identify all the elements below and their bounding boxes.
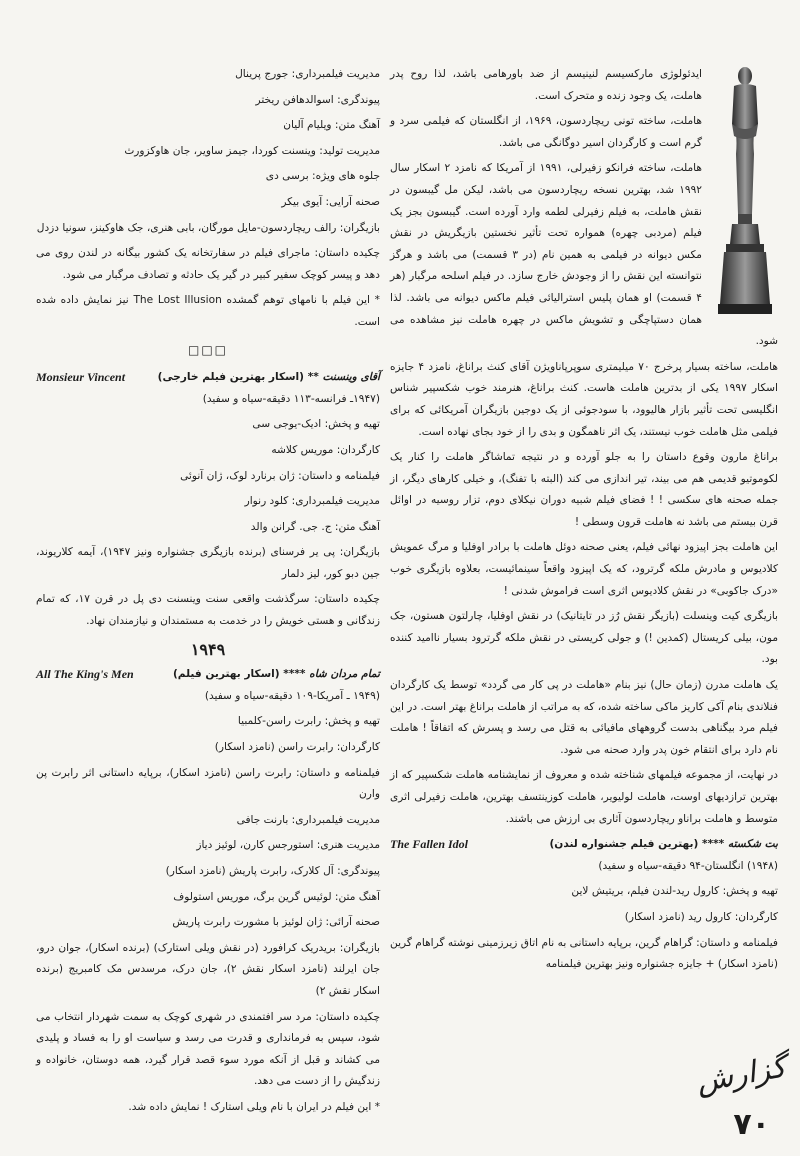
credit-line: فیلمنامه و داستان: ژان برنارد لوک، ژان آنوئی [180,469,380,482]
credit-line: فیلمنامه و داستان: رابرت راسن (نامزد اسکار)، برپایه داستانی اثر رابرت پن وارن [36,766,380,801]
credit-line: بازیگران: رالف ریچاردسون-مایل مورگان، بابی هنری، جک هاوکینز، سونیا دزدل [36,221,380,234]
paragraph: هاملت، ساخته بسیار پرخرج ۷۰ میلیمتری سوپرپاناویژن آقای کنث براناغ، نامزد ۴ جایزه اسکار ۱۹۹۷ یکی از بدترین هاملت هاست. کنث براناغ، هنرمند خوب شکسپیر شناس انگلیسی تحت تأثیر بازار هالیوود، با سودجوئی از یک دوجین بازیگران آمریکائی که برای فیلمی مثل هاملت خوب نیستند، یک اثر ناهمگون و بدی را از خود بجای نهاده است. [390,360,778,438]
film-summary: چکیده داستان: ماجرای فیلم در سفارتخانه یک کشور بیگانه در لندن روی می دهد و پیسر کوچک سفیر کبیر در گیر یک حادثه و تصادف مرگبار می شود. [36,247,380,281]
credit-line: تهیه و پخش: ادیک-یوجی سی [252,418,380,431]
film-title-fa: بت شکسته **** [702,838,778,851]
page-number: ۷۰ [733,1107,770,1142]
credit-line: پیوندگری: اسوالدهافن ریختر [255,93,380,106]
credit-line: کارگردان: موریس کلاشه [271,443,380,456]
film-title-en: All The King's Men [36,667,134,682]
film-meta: (۱۹۴۷ـ فرانسه-۱۱۳ دقیقه-سیاه و سفید) [202,392,380,405]
credit-line: آهنگ متن: ویلیام آلیان [283,119,380,132]
credit-line: کارگردان: رابرت راسن (نامزد اسکار) [214,741,380,754]
credit-line: جلوه های ویژه: برسی دی [265,170,380,183]
film-title-en: The Fallen Idol [390,837,469,852]
credit-line: صحنه آرائی: ژان لوئیز با مشورت رابرت پاریش [172,916,380,929]
right-column [390,64,778,1070]
film-summary: چکیده داستان: سرگذشت واقعی سنت وینسنت دی پل در قرن ۱۷، که تمام زندگانی و هستی خویش را در خدمت به مستمندان و نیازمندان نهاد. [36,593,380,628]
film-note: * این فیلم با نامهای توهم گمشده The Lost Illusion نیز نمایش داده شده است. [36,294,380,328]
paragraph: این هاملت بجز اپیزود نهائی فیلم، یعنی صحنه دوئل هاملت با برادر اوفلیا و مرگ عمویش کلادیوس و مادرش ملکه گرترود، که یک اپیزود واقعاً سینمائیست، بعلاوه بازیگری خوب «درک جاکوبی» در نقش کلادیوس اثری است فراموش شدنی ! [390,541,778,597]
credit-line: مدیریت فیلمبرداری: بارنت جافی [236,813,380,826]
credit-line: مدیریت فیلمبرداری: جورج پرینال [235,68,380,80]
film-heading [390,834,778,856]
credit-line: فیلمنامه و داستان: گراهام گرین، برپایه داستانی به نام اتاق زیرزمینی نوشته گراهام گرین (نامزد اسکار) + جایزه جشنواره ونیز بهترین فیلمنامه [390,936,778,971]
paragraph: براناغ مارون وقوع داستان را به جلو آورده و در نتیجه تماشاگر هاملت را کنار یک لکوموتیو قدیمی هم می بیند، تیر اندازی می کند (البته با تفنگ)، و خیلی کارهای دیگر، از جمله صحنه های سکسی ! ! فضای فیلم شبیه دوران نیکلای دوم، تزار روسیه در اوائل قرن بیستم می باشد نه هاملت قرون وسطی ! [390,451,778,528]
paragraph: هاملت، ساخته تونی ریچاردسون، ۱۹۶۹، از انگلستان که فیلمی سرد و گرم است و کارگردان اسیر دوگانگی می باشد. [390,115,702,149]
credit-line: بازیگران: بریدریک کرافورد (در نقش ویلی استارک) (برنده اسکار)، جوان درو، جان ایرلند (نامزد اسکار نقش ۲)، جان درک، مرسدس مک کامبریج (برنده اسکار نقش ۲) [36,941,380,997]
credit-line: مدیریت هنری: استورجس کارن، لوئیز دیاز [196,839,380,852]
credit-line: مدیریت تولید: وینسنت کوردا، جیمز ساویر، جان هاوکزورث [124,144,380,157]
year-heading: ۱۹۴۹ [190,639,226,659]
film-award: (بهترین فیلم جشنواره لندن) [549,838,699,851]
credit-line: صحنه آرایی: آیوی بیکر [281,195,380,208]
film-title-fa: تمام مردان شاه **** [283,668,380,681]
paragraph: یک هاملت مدرن (زمان حال) نیز بنام «هاملت در پی کار می گردد» توسط یک کارگردان فنلاندی بنام آکی کاریز ماکی ساخته شده، که به مراتب از هاملت براناغ بهتر است. در این فیلم مرد بیگناهی بدست گروههای مافیائی به قتل می رسد و پسرش که اتفاقاً ! هاملت نام دارد برای انتقام خون پدر وارد صحنه می شود. [389,679,778,756]
film-summary: چکیده داستان: مرد سر افتمندی در شهری کوچک به سمت شهردار انتخاب می شود، سپس به فرمانداری و قدرت می رسد و سیاست او را به فساد و پلیدی می کشاند و قبل از آنکه مورد سوء قصد قرار گیرد، همه دوستان، خانواده و زندگیش را از دست می دهد. [36,1010,380,1088]
credit-line: آهنگ متن: ج. جی. گرانن والد [250,520,380,533]
credit-line: کارگردان: کارول رید (نامزد اسکار) [624,910,778,923]
paragraph: هاملت، ساخته فرانکو زفیرلی، ۱۹۹۱ از آمریکا که نامزد ۲ اسکار سال ۱۹۹۲ شد، بهترین نسخه ریچاردسون می باشد، لیکن مل گیبسون در نقش هاملت، به فیلم زفیرلی لطمه وارد آورده است. گیبسون بجز یک فیلم (مردبی چهره) همواره تحت تأثیر نخستین بازیگریش در نقش مکس دیوانه در فیلمی به همین نام (در ۳ قسمت) می باشد و هرگز نتوانسته این نقش را از وجودش خارج سازد. در فیلم اسلحه مرگبار (هر ۴ قسمت) او همان پلیس استرالیائی فیلم ماکس دیوانه می باشد. لذا همان دستپاچگی و تشویش ماکس در چهره هاملت نیز مشاهده می شود. [390,162,778,348]
film-note: * این فیلم در ایران با نام ویلی استارک ! نمایش داده شد. [128,1100,380,1113]
film-heading [36,367,380,389]
paragraph: در نهایت، از مجموعه فیلمهای شناخته شده و معروف از نمایشنامه هاملت شکسپیر که از بهترین ترازدیهای اوست، هاملت لولیویر، هاملت کوزینتسف بهترین، هاملت زفیرلی اثری متوسط و هاملت براناو ریچاردسون آثاری بی ارزش می باشند. [390,769,778,825]
left-column [36,64,380,1113]
film-heading [36,664,380,686]
section-separator: □□□ [187,342,228,357]
paragraph: بازیگری کیت وینسلت (بازیگر نقش رُز در تایتانیک) در نقش اوفلیا، چارلتون هستون، جک مون، بیلی کریستال (کمدین !) و جولی کریستی در نقش ملکه گرترود بسیار ناامید کننده بود. [390,610,778,666]
paragraph: ایدئولوژی مارکسیسم لنینیسم از ضد باورهامی باشد، لذا روح پدر هاملت، یک وجود زنده و متحرک است. [390,68,702,102]
film-award: (اسکار بهترین فیلم) [172,668,280,681]
credit-line: بازیگران: پی یر فرسنای (برنده بازیگری جشنواره ونیز ۱۹۴۷)، آیمه کلاریوند، جین دبو کور، لیز دلمار [36,546,380,580]
credit-line: تهیه و پخش: کارول رید-لندن فیلم، بریتیش لاین [571,885,778,898]
credit-line: آهنگ متن: لوئیس گرین برگ، موریس استولوف [173,890,380,903]
credit-line: مدیریت فیلمبرداری: کلود رنوار [244,495,380,508]
film-title-en: Monsieur Vincent [36,370,126,385]
film-title-fa: آقای وینسنت ** [307,371,380,384]
magazine-logo: گزارش [693,1049,789,1100]
credit-line: پیوندگری: آل کلارک، رابرت پاریش (نامزد اسکار) [165,865,380,877]
film-meta: (۱۹۴۹ ـ آمریکا-۱۰۹ دقیقه-سیاه و سفید) [204,689,380,702]
film-meta: (۱۹۴۸) انگلستان-۹۴ دقیقه-سیاه و سفید) [598,859,778,872]
film-award: (اسکار بهترین فیلم خارجی) [157,371,304,384]
credit-line: تهیه و پخش: رابرت راسن-کلمبیا [237,715,380,728]
oscar-statue-icon [712,64,778,316]
